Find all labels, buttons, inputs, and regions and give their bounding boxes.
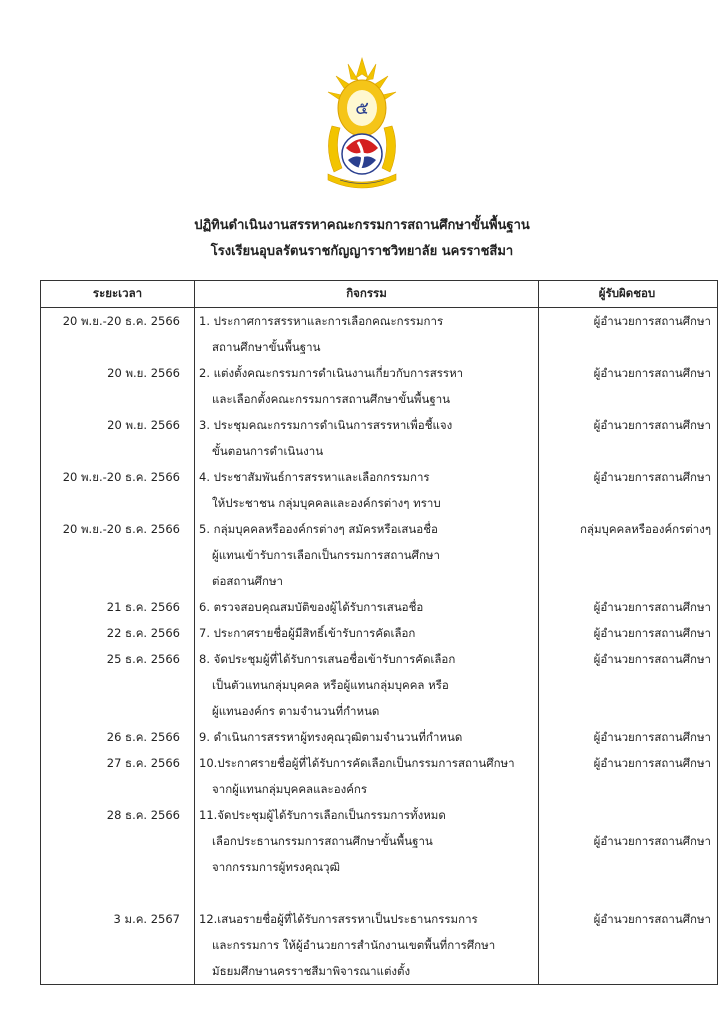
activity-line: 10.ประกาศรายชื่อผู้ที่ได้รับการคัดเลือกเป็นกรรมการสถานศึกษา [199, 756, 515, 770]
responsible-cell [539, 412, 718, 464]
table-row [41, 412, 718, 464]
table-row [41, 516, 718, 594]
responsible-cell [539, 802, 718, 906]
period-cell [41, 308, 195, 361]
activity-line: 5. กลุ่มบุคคลหรือองค์กรต่างๆ สมัครหรือเสนอชื่อ [199, 522, 438, 536]
activity-line: จากผู้แทนกลุ่มบุคคลและองค์กร [212, 782, 368, 796]
table-row [41, 360, 718, 412]
responsible-text: ผู้อำนวยการสถานศึกษา [593, 834, 711, 848]
activity-line: และกรรมการ ให้ผู้อำนวยการสำนักงานเขตพื้นที่การศึกษา [212, 938, 496, 952]
activity-line: 8. จัดประชุมผู้ที่ได้รับการเสนอชื่อเข้ารับการคัดเลือก [199, 652, 456, 666]
period-cell [41, 412, 195, 464]
period-cell [41, 646, 195, 724]
activity-cell [195, 724, 539, 750]
period-text: 28 ธ.ค. 2566 [106, 808, 180, 822]
activity-line: ต่อสถานศึกษา [212, 574, 283, 588]
period-cell [41, 906, 195, 985]
page-title: ปฏิทินดำเนินงานสรรหาคณะกรรมการสถานศึกษาขั้นพื้นฐาน [194, 218, 530, 233]
column-header-responsible: ผู้รับผิดชอบ [539, 281, 718, 308]
activity-line: เลือกประธานกรรมการสถานศึกษาขั้นพื้นฐาน [212, 834, 433, 848]
activity-line: 6. ตรวจสอบคุณสมบัติของผู้ได้รับการเสนอชื่อ [199, 600, 424, 614]
responsible-cell [539, 464, 718, 516]
activity-cell [195, 360, 539, 412]
row-spacer [199, 880, 534, 906]
table-row [41, 594, 718, 620]
period-cell [41, 620, 195, 646]
activity-line: 2. แต่งตั้งคณะกรรมการดำเนินงานเกี่ยวกับการสรรหา [199, 366, 464, 380]
activity-line: 4. ประชาสัมพันธ์การสรรหาและเลือกกรรมการ [199, 470, 430, 484]
period-cell [41, 802, 195, 906]
table-row [41, 906, 718, 985]
period-cell [41, 750, 195, 802]
table-row [41, 802, 718, 906]
page-subtitle: โรงเรียนอุบลรัตนราชกัญญาราชวิทยาลัย นครราชสีมา [210, 244, 514, 259]
table-row [41, 464, 718, 516]
responsible-cell [539, 906, 718, 985]
table-header-row [41, 281, 718, 308]
activity-line: 11.จัดประชุมผู้ได้รับการเลือกเป็นกรรมการทั้งหมด [199, 808, 446, 822]
period-cell [41, 516, 195, 594]
activity-line: 1. ประกาศการสรรหาและการเลือกคณะกรรมการ [199, 314, 444, 328]
schedule-table [40, 280, 718, 985]
responsible-text: ผู้อำนวยการสถานศึกษา [593, 600, 711, 614]
column-header-activity: กิจกรรม [195, 281, 539, 308]
activity-cell [195, 308, 539, 361]
activity-cell [195, 646, 539, 724]
responsible-cell [539, 646, 718, 724]
activity-line: ให้ประชาชน กลุ่มบุคคลและองค์กรต่างๆ ทราบ [212, 496, 441, 510]
activity-cell [195, 802, 539, 906]
activity-line: จากกรรมการผู้ทรงคุณวุฒิ [212, 860, 340, 874]
period-text: 20 พ.ย.-20 ธ.ค. 2566 [62, 522, 180, 536]
activity-line: ขั้นตอนการดำเนินงาน [212, 444, 324, 458]
responsible-text: ผู้อำนวยการสถานศึกษา [593, 652, 711, 666]
period-text: 20 พ.ย. 2566 [107, 418, 180, 432]
period-cell [41, 724, 195, 750]
cell-spacer [543, 802, 711, 828]
period-text: 26 ธ.ค. 2566 [106, 730, 180, 744]
period-text: 20 พ.ย.-20 ธ.ค. 2566 [62, 314, 180, 328]
period-text: 20 พ.ย.-20 ธ.ค. 2566 [62, 470, 180, 484]
activity-line: สถานศึกษาขั้นพื้นฐาน [212, 340, 321, 354]
responsible-text: ผู้อำนวยการสถานศึกษา [593, 366, 711, 380]
responsible-cell [539, 620, 718, 646]
activity-cell [195, 594, 539, 620]
responsible-cell [539, 308, 718, 361]
period-text: 25 ธ.ค. 2566 [106, 652, 180, 666]
responsible-cell [539, 516, 718, 594]
table-row [41, 620, 718, 646]
activity-line: 9. ดำเนินการสรรหาผู้ทรงคุณวุฒิตามจำนวนที่กำหนด [199, 730, 463, 744]
responsible-cell [539, 360, 718, 412]
activity-line: ผู้แทนองค์กร ตามจำนวนที่กำหนด [212, 704, 380, 718]
responsible-cell [539, 724, 718, 750]
period-text: 22 ธ.ค. 2566 [106, 626, 180, 640]
school-emblem-logo [318, 56, 406, 196]
period-text: 3 ม.ค. 2567 [113, 912, 180, 926]
table-row [41, 724, 718, 750]
activity-line: 12.เสนอรายชื่อผู้ที่ได้รับการสรรหาเป็นประธานกรรมการ [199, 912, 478, 926]
period-text: 20 พ.ย. 2566 [107, 366, 180, 380]
svg-text:๕: ๕ [355, 98, 369, 119]
activity-line: มัธยมศึกษานครราชสีมาพิจารณาแต่งตั้ง [212, 964, 411, 978]
responsible-text: ผู้อำนวยการสถานศึกษา [593, 626, 711, 640]
activity-cell [195, 620, 539, 646]
table-row [41, 308, 718, 361]
activity-line: ผู้แทนเข้ารับการเลือกเป็นกรรมการสถานศึกษา [212, 548, 440, 562]
activity-cell [195, 750, 539, 802]
activity-cell [195, 906, 539, 985]
period-text: 21 ธ.ค. 2566 [106, 600, 180, 614]
activity-line: เป็นตัวแทนกลุ่มบุคคล หรือผู้แทนกลุ่มบุคคล หรือ [212, 678, 449, 692]
table-row [41, 646, 718, 724]
activity-cell [195, 516, 539, 594]
responsible-cell [539, 750, 718, 802]
responsible-text: กลุ่มบุคคลหรือองค์กรต่างๆ [579, 522, 711, 536]
table-row [41, 750, 718, 802]
activity-line: 3. ประชุมคณะกรรมการดำเนินการสรรหาเพื่อชี้แจง [199, 418, 453, 432]
responsible-text: ผู้อำนวยการสถานศึกษา [593, 418, 711, 432]
period-cell [41, 464, 195, 516]
period-text: 27 ธ.ค. 2566 [106, 756, 180, 770]
responsible-text: ผู้อำนวยการสถานศึกษา [593, 756, 711, 770]
activity-cell [195, 412, 539, 464]
period-cell [41, 594, 195, 620]
activity-line: 7. ประกาศรายชื่อผู้มีสิทธิ์เข้ารับการคัดเลือก [199, 626, 416, 640]
responsible-cell [539, 594, 718, 620]
period-cell [41, 360, 195, 412]
activity-cell [195, 464, 539, 516]
responsible-text: ผู้อำนวยการสถานศึกษา [593, 470, 711, 484]
responsible-text: ผู้อำนวยการสถานศึกษา [593, 314, 711, 328]
responsible-text: ผู้อำนวยการสถานศึกษา [593, 912, 711, 926]
responsible-text: ผู้อำนวยการสถานศึกษา [593, 730, 711, 744]
column-header-period: ระยะเวลา [41, 281, 195, 308]
activity-line: และเลือกตั้งคณะกรรมการสถานศึกษาขั้นพื้นฐาน [212, 392, 451, 406]
